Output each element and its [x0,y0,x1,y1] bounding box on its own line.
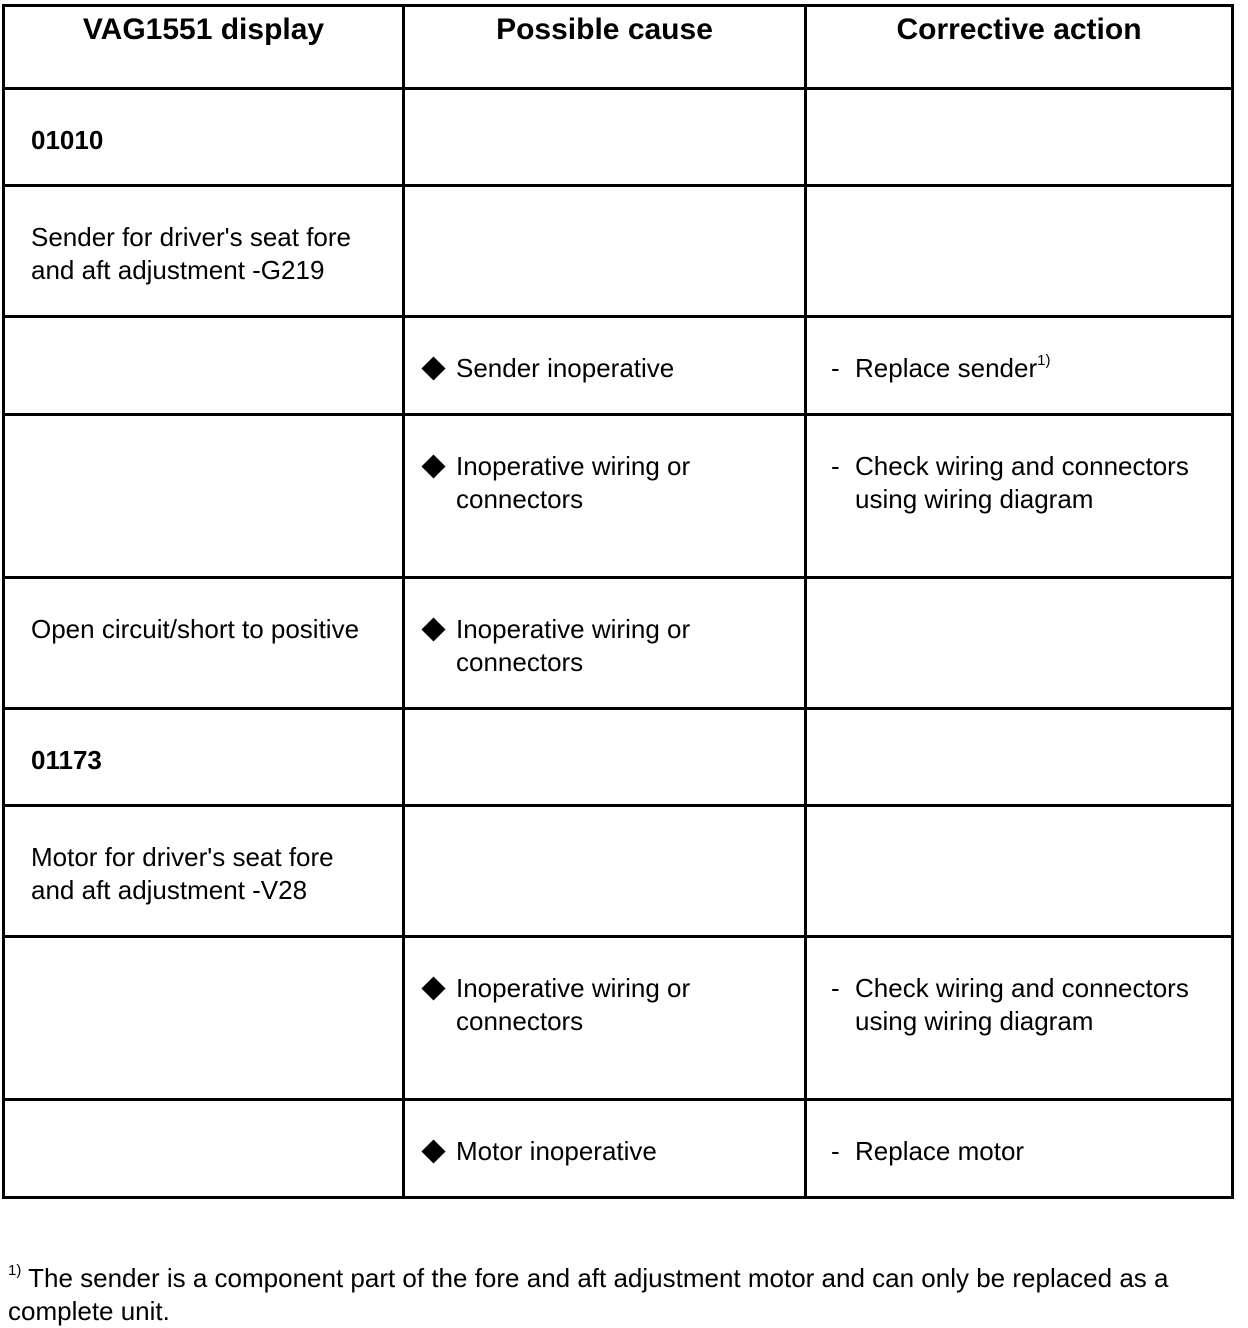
footnote-ref: 1) [1037,352,1051,369]
action-text: Replace motor [855,1136,1025,1166]
cause-text: Inoperative wiring or connectors [456,614,691,677]
cause-cell [404,937,806,1100]
cause-cell [404,89,806,186]
display-cell [4,806,404,937]
action-cell [806,1100,1233,1198]
diamond-bullet-icon [421,454,445,478]
action-cell [806,89,1233,186]
cause-text: Motor inoperative [456,1136,657,1166]
table-row [4,578,1233,709]
table-row [4,89,1233,186]
table-row [4,317,1233,415]
diamond-bullet-icon [421,976,445,1000]
diamond-bullet-icon [421,356,445,380]
action-cell [806,709,1233,806]
display-cell [4,709,404,806]
action-cell [806,578,1233,709]
diamond-bullet-icon [421,617,445,641]
cause-text: Inoperative wiring or connectors [456,451,691,514]
table-row [4,709,1233,806]
footnote [8,1262,1208,1328]
action-cell [806,937,1233,1100]
diamond-bullet-icon [421,1139,445,1163]
fault-code: 01010 [31,125,104,155]
action-cell [806,415,1233,578]
action-text: Check wiring and connectors using wiring diagram [855,451,1189,514]
cause-text: Sender inoperative [456,353,675,383]
display-cell [4,937,404,1100]
cause-cell [404,578,806,709]
dash-bullet-icon: - [831,1136,840,1166]
table-row [4,937,1233,1100]
footnote-text: The sender is a component part of the fore and aft adjustment motor and can only be replaced as a complete unit. [8,1263,1169,1326]
header-corrective-action: Corrective action [806,6,1233,89]
action-cell [806,806,1233,937]
action-cell [806,317,1233,415]
cause-cell [404,415,806,578]
display-cell [4,89,404,186]
dash-bullet-icon: - [831,353,840,383]
cause-cell [404,806,806,937]
footnote-marker: 1) [8,1262,22,1279]
table-row [4,186,1233,317]
cause-cell [404,317,806,415]
display-cell [4,186,404,317]
table-row [4,415,1233,578]
header-row [4,6,1233,89]
diagnosis-table [2,4,1234,1199]
display-cell [4,1100,404,1198]
table-row [4,1100,1233,1198]
table-row [4,806,1233,937]
dash-bullet-icon: - [831,973,840,1003]
cause-cell [404,186,806,317]
fault-code: 01173 [31,745,102,775]
dash-bullet-icon: - [831,451,840,481]
fault-description: Open circuit/short to positive [31,614,360,644]
display-cell [4,578,404,709]
action-cell [806,186,1233,317]
header-possible-cause: Possible cause [404,6,806,89]
action-text: Replace sender [855,353,1038,383]
cause-cell [404,1100,806,1198]
header-vag1551-display: VAG1551 display [4,6,404,89]
display-cell [4,317,404,415]
cause-text: Inoperative wiring or connectors [456,973,691,1036]
component-name: Motor for driver's seat fore and aft adjustment -V28 [31,842,334,905]
display-cell [4,415,404,578]
cause-cell [404,709,806,806]
component-name: Sender for driver's seat fore and aft adjustment -G219 [31,222,351,285]
action-text: Check wiring and connectors using wiring diagram [855,973,1189,1036]
